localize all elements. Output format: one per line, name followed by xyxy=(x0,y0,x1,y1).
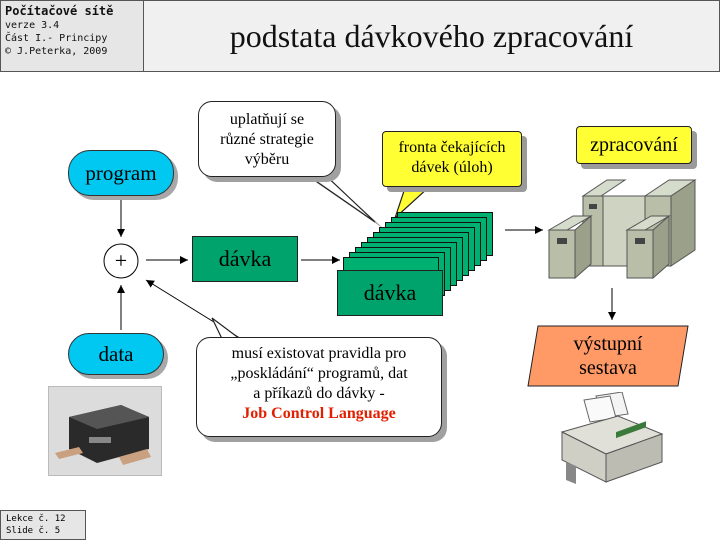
batch-node xyxy=(192,236,298,282)
program-node xyxy=(68,150,174,196)
card-reader-image xyxy=(48,386,162,476)
part-label: Část I.- Principy xyxy=(5,33,108,44)
queue-callout xyxy=(382,131,522,187)
strategy-callout xyxy=(198,101,336,177)
rules-line-2: „poskládání“ programů, dat xyxy=(230,365,408,382)
processing-callout xyxy=(576,126,692,164)
card-reader-icon xyxy=(49,387,161,475)
queue-line-2: dávek (úloh) xyxy=(411,159,493,176)
output-label xyxy=(528,326,688,386)
copyright-label: © J.Peterka, 2009 xyxy=(5,46,108,57)
rules-line-3: a příkazů do dávky - xyxy=(253,385,385,402)
queue-front-card xyxy=(337,270,443,316)
strategy-line-1: uplatňují se xyxy=(229,111,305,128)
course-name: Počítačové sítě xyxy=(5,4,114,18)
strategy-callout-tail-front xyxy=(300,170,375,222)
version-label: verze 3.4 xyxy=(5,20,60,31)
mainframe-icon xyxy=(545,172,700,284)
strategy-line-3: výběru xyxy=(244,151,290,168)
lecture-label: Lekce č. 12 xyxy=(6,514,66,524)
data-label: data xyxy=(98,341,134,366)
output-node xyxy=(528,326,688,386)
plus-node-label: + xyxy=(114,248,128,273)
strategy-callout-tail xyxy=(304,174,384,229)
output-line-2: sestava xyxy=(579,357,637,379)
queue-line-1: fronta čekajících xyxy=(398,139,506,156)
page-title: podstata dávkového zpracování xyxy=(229,17,634,54)
program-label: program xyxy=(85,160,157,185)
rules-callout xyxy=(196,337,442,437)
strategy-line-2: různé strategie xyxy=(220,131,314,148)
data-node xyxy=(68,333,164,375)
jcl-label: Job Control Language xyxy=(242,405,396,422)
rules-line-1: musí existovat pravidla pro xyxy=(231,345,407,362)
footer-info xyxy=(0,510,86,540)
printer-icon xyxy=(556,392,666,488)
batch-label: dávka xyxy=(218,246,272,271)
output-line-1: výstupní xyxy=(573,333,643,355)
processing-label: zpracování xyxy=(590,134,678,156)
slide-label: Slide č. 5 xyxy=(6,526,61,536)
queue-front-label: dávka xyxy=(363,280,417,305)
